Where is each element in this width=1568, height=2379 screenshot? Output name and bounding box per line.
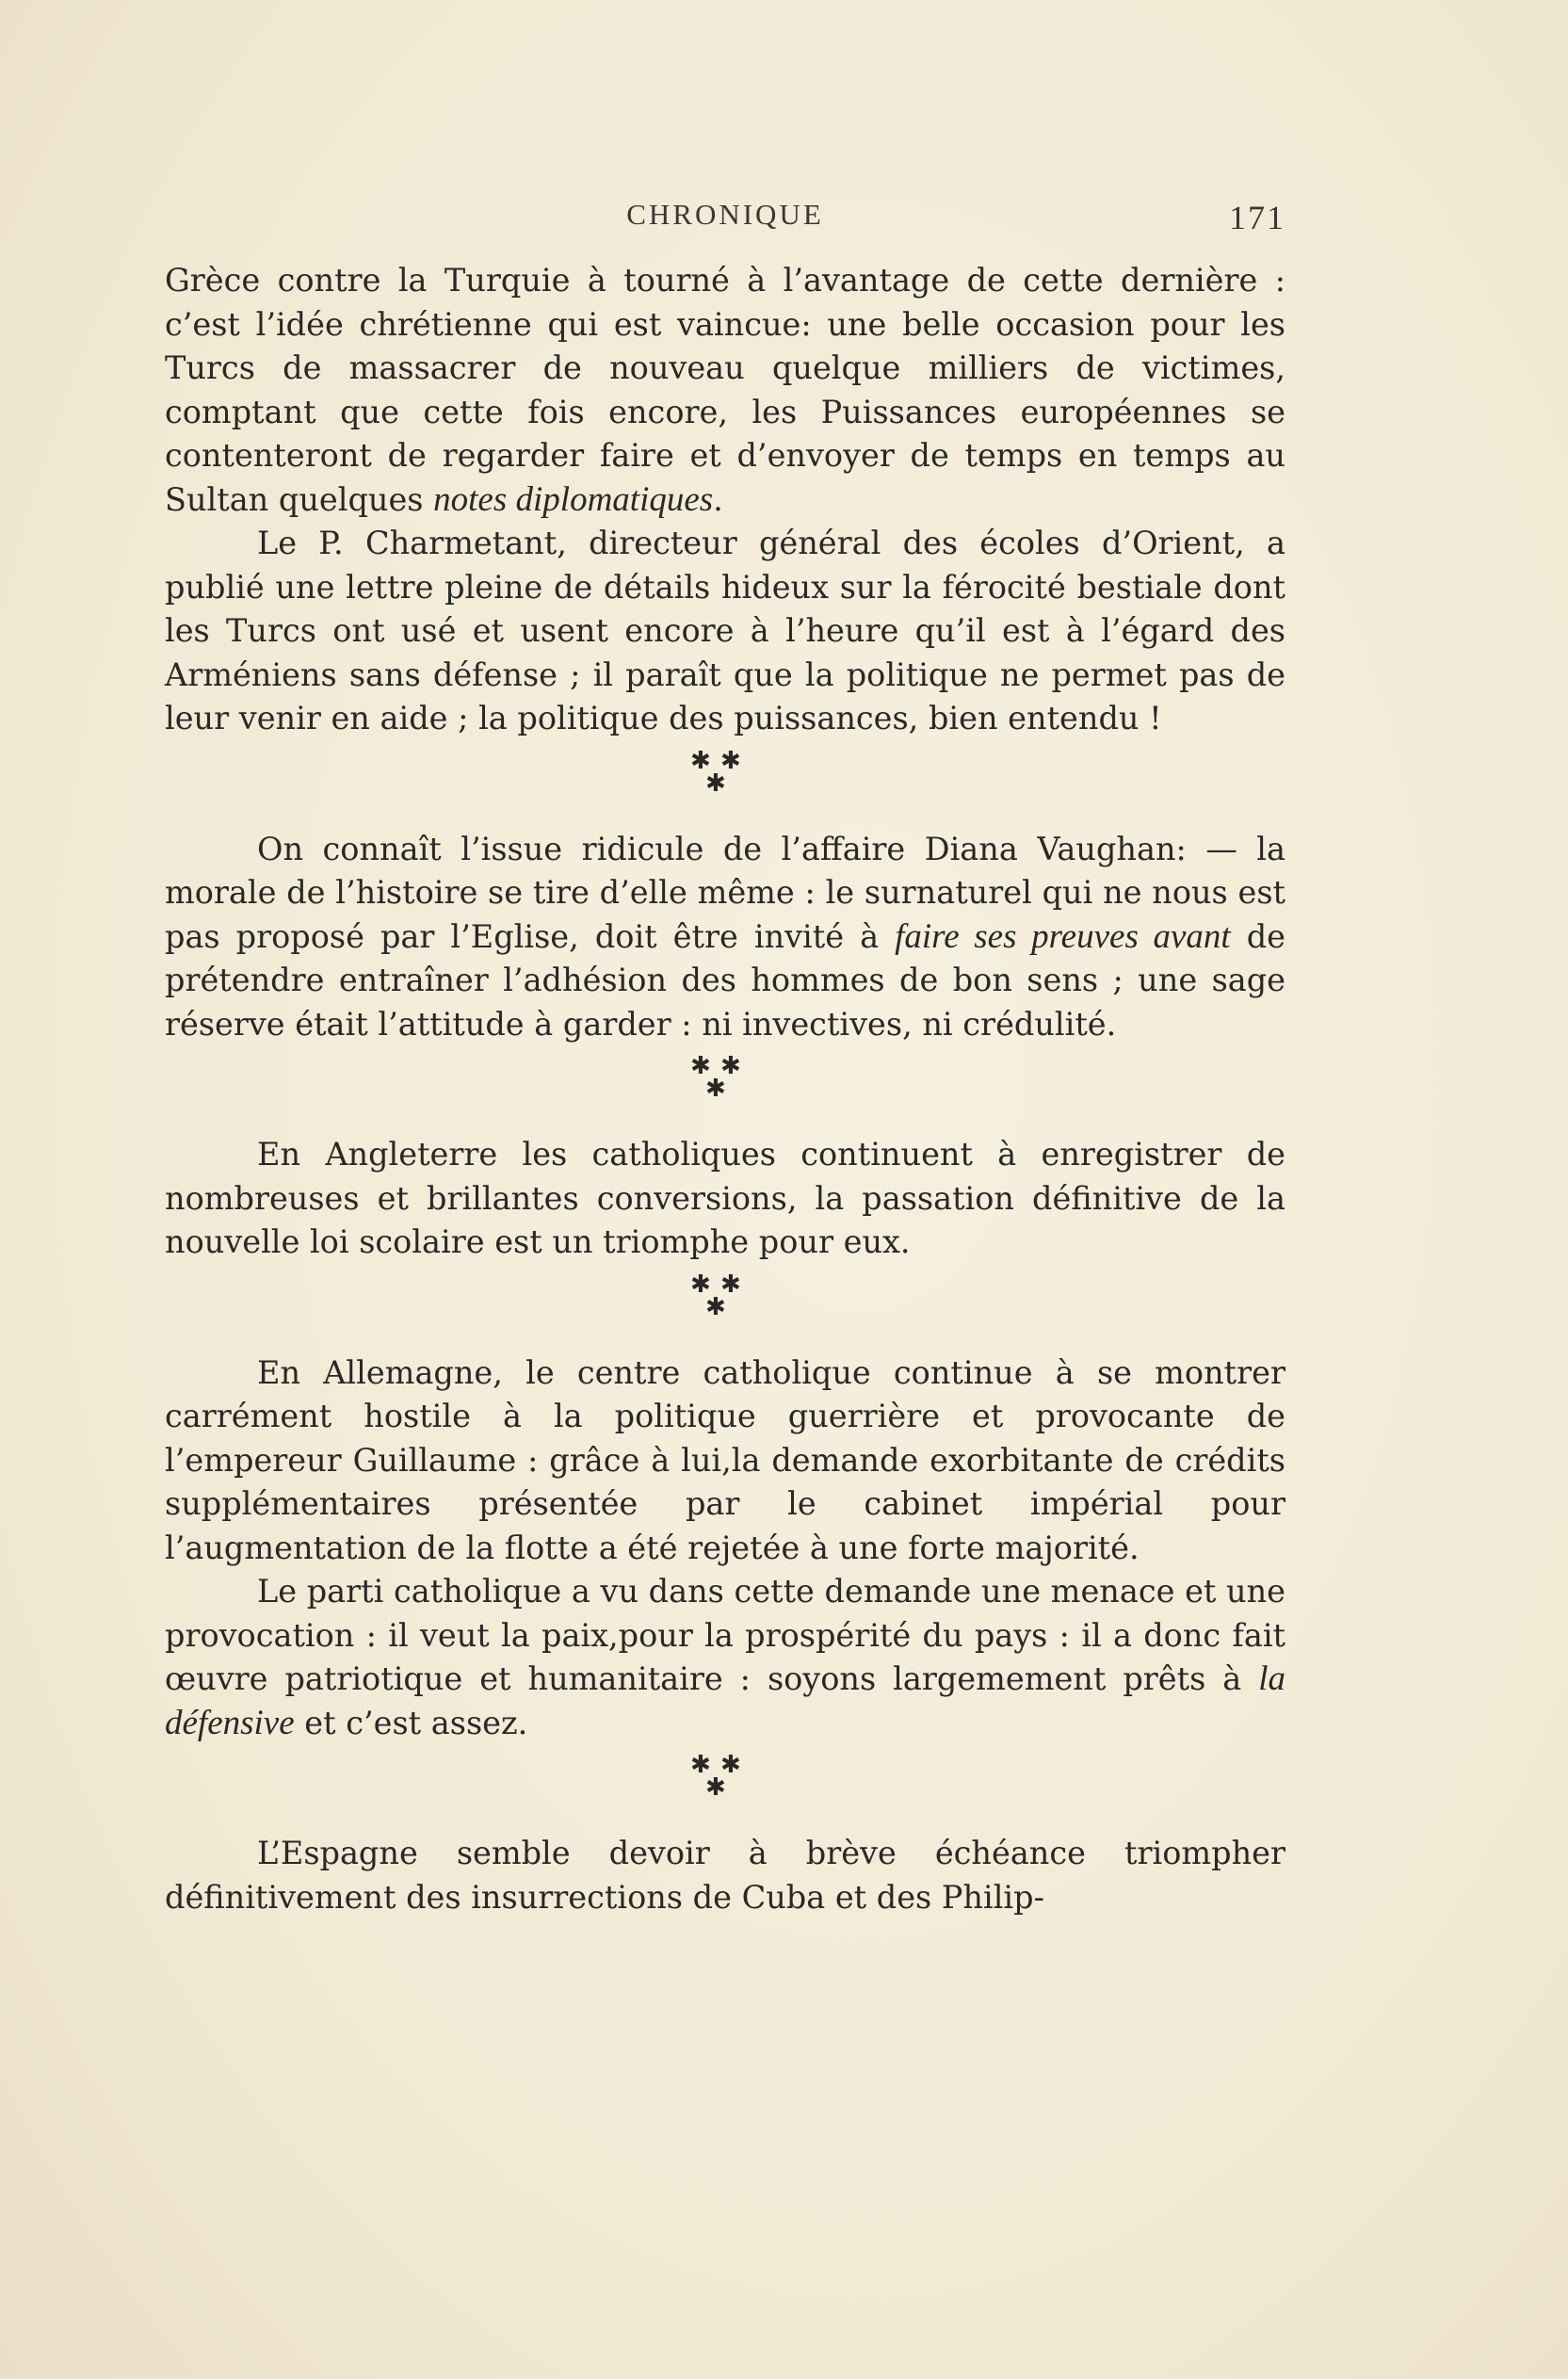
paragraph-4-text: En Angleterre les catholiques continuent à enregistrer de nombreuses et brillantes conversions, la passation définitive de la nouvelle loi scolaire est un triomphe pour eux. bbox=[165, 1136, 1285, 1260]
paragraph-1-italic: notes diplomatiques bbox=[433, 479, 714, 519]
asterisk-icon: ✱ bbox=[720, 1270, 741, 1299]
paragraph-2-text: Le P. Charmetant, directeur général des écoles d’Orient, a publié une lettre pleine de détails hideux sur la férocité bestiale dont les Turcs ont usé et usent encore à l’heure qu’il est à l’égard des Arméniens sans défense ; il paraît que la politique ne permet pas de leur venir en aide ; la politique des puissances, bien entendu ! bbox=[165, 525, 1285, 736]
asterism-separator bbox=[165, 743, 1285, 801]
asterisk-icon: ✱ bbox=[690, 1751, 711, 1779]
asterisk-icon: ✱ bbox=[705, 1773, 726, 1802]
paragraph-1 bbox=[165, 259, 1285, 522]
paragraph-5 bbox=[165, 1351, 1285, 1571]
asterisk-icon: ✱ bbox=[690, 1270, 711, 1299]
page-number: 171 bbox=[1229, 199, 1285, 236]
asterisk-icon: ✱ bbox=[720, 1052, 741, 1080]
paragraph-3-italic: faire ses preuves avant bbox=[895, 916, 1231, 956]
paragraph-2 bbox=[165, 522, 1285, 741]
running-title: CHRONIQUE bbox=[626, 198, 824, 231]
asterisk-icon: ✱ bbox=[690, 746, 711, 775]
running-head bbox=[165, 198, 1285, 245]
asterism-separator bbox=[165, 1747, 1285, 1805]
asterisk-icon: ✱ bbox=[705, 769, 726, 798]
asterism-separator bbox=[165, 1048, 1285, 1107]
paragraph-3-end: de prétendre entraîner l’adhésion des hommes de bon sens ; une sage réserve était l’attitude à garder : ni invectives, ni crédulité. bbox=[165, 917, 1286, 1043]
paragraph-6-italic: la défensive bbox=[165, 1659, 1285, 1742]
paragraph-5-text: En Allemagne, le centre catholique continue à se montrer carrément hostile à la politique guerrière et provocante de l’empereur Guillaume : grâce à lui,la demande exorbitante de crédits supplémentaires présentée par le cabinet impérial pour l’augmentation de la flotte a été rejetée à une forte majorité. bbox=[165, 1353, 1285, 1566]
paragraph-3 bbox=[165, 828, 1285, 1047]
asterism-separator bbox=[165, 1267, 1285, 1325]
paragraph-6 bbox=[165, 1570, 1285, 1745]
asterisk-icon: ✱ bbox=[690, 1052, 711, 1080]
paragraph-6-end: et c’est assez. bbox=[294, 1704, 528, 1741]
paragraph-1-end: . bbox=[713, 480, 723, 518]
paragraph-1-text: Grèce contre la Turquie à tourné à l’avantage de cette dernière : c’est l’idée chrétienne qui est vaincue: une belle occasion pour les Turcs de massacrer de nouveau quelque milliers de victimes, comptant que cette fois encore, les Puissances européennes se contenteront de regarder faire et d’envoyer de temps en temps au Sultan quelques bbox=[165, 262, 1285, 518]
paragraph-7-text: L’Espagne semble devoir à brève échéance triompher définitivement des insurrections de Cuba et des Philip- bbox=[165, 1835, 1285, 1916]
asterisk-icon: ✱ bbox=[720, 1751, 741, 1779]
asterisk-icon: ✱ bbox=[705, 1292, 726, 1321]
paragraph-4 bbox=[165, 1133, 1285, 1265]
asterisk-icon: ✱ bbox=[720, 746, 741, 775]
asterisk-icon: ✱ bbox=[705, 1075, 726, 1103]
paragraph-7 bbox=[165, 1832, 1285, 1919]
paragraph-6-text: Le parti catholique a vu dans cette demande une menace et une provocation : il veut la paix,pour la prospérité du pays : il a donc fait œuvre patriotique et humanitaire : soyons largemement prêts à bbox=[165, 1573, 1285, 1697]
paragraph-3-text: On connaît l’issue ridicule de l’affaire Diana Vaughan: — la morale de l’histoire se tire d’elle même : le surnaturel qui ne nous est pas proposé par l’Eglise, doit être invité à bbox=[165, 830, 1285, 955]
body-text bbox=[165, 259, 1285, 1919]
